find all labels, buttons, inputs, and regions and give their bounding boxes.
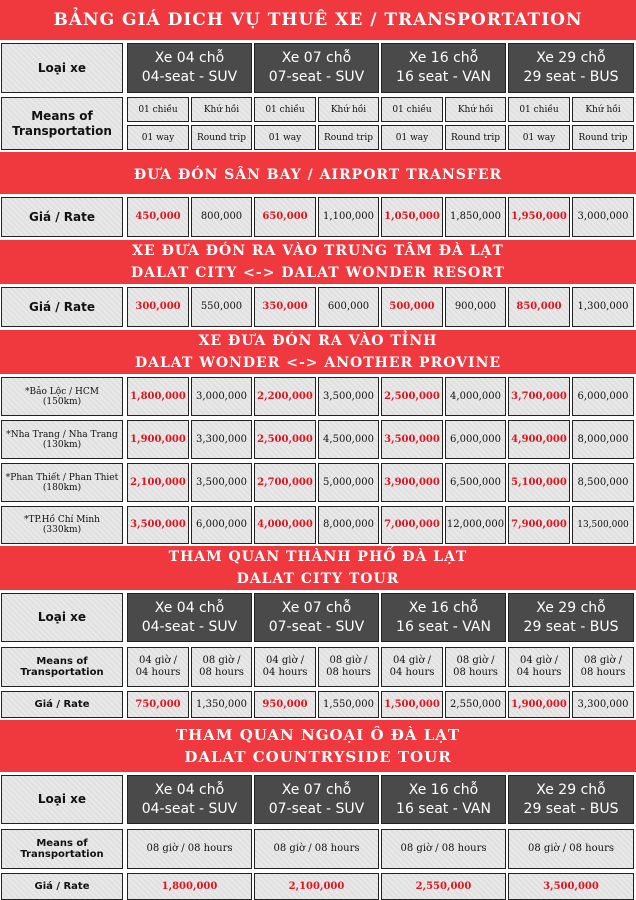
price-cell: 1,800,000	[127, 873, 252, 900]
rate-label: Giá / Rate	[1, 197, 123, 237]
city-tour-block	[0, 590, 636, 720]
price-cell: 1,800,000	[127, 377, 189, 416]
vehicle-type-label: Loại xe	[1, 43, 123, 93]
price-cell: 950,000	[254, 691, 316, 718]
price-cell: 1,350,000	[191, 691, 252, 718]
vehicle-29-seat	[508, 43, 634, 93]
price-cell: 8,500,000	[572, 463, 634, 502]
vehicle-type: 07-seat - SUV	[268, 618, 365, 635]
city-title-vi: XE ĐƯA ĐÓN RA VÀO TRUNG TÂM ĐÀ LẠT	[132, 243, 504, 259]
duration-cell	[191, 647, 252, 687]
means-label: Means of Transportation	[1, 829, 123, 869]
airport-title-text: ĐƯA ĐÓN SÂN BAY / AIRPORT TRANSFER	[133, 167, 503, 183]
price-cell: 1,850,000	[445, 197, 506, 237]
price-cell: 600,000	[318, 287, 379, 327]
route-label	[1, 506, 123, 544]
price-cell: 850,000	[508, 287, 570, 327]
trip-one-way-vi: 01 chiều	[254, 97, 316, 122]
duration-vi: 08 giờ /	[583, 655, 623, 666]
route-distance: (150km)	[42, 396, 82, 407]
city-title-en: DALAT CITY <-> DALAT WONDER RESORT	[130, 265, 506, 281]
airport-section-title	[0, 156, 636, 194]
price-cell: 450,000	[127, 197, 189, 237]
vehicle-name: Xe 29 chỗ	[536, 599, 606, 616]
countryside-block	[0, 772, 636, 900]
vehicle-name: Xe 16 chỗ	[408, 781, 479, 798]
page-title-text: BẢNG GIÁ DICH VỤ THUÊ XE / TRANSPORTATION	[53, 10, 583, 30]
price-cell: 300,000	[127, 287, 189, 327]
duration-en: 04 hours	[135, 667, 181, 678]
province-title-en: DALAT WONDER <-> ANOTHER PROVINE	[134, 355, 502, 371]
route-label	[1, 463, 123, 502]
vehicle-07-seat	[254, 775, 379, 824]
price-cell: 1,900,000	[508, 691, 570, 718]
price-cell: 3,500,000	[127, 506, 189, 544]
vehicle-type-label: Loại xe	[1, 593, 123, 642]
vehicle-04-seat	[127, 43, 252, 93]
price-cell: 4,900,000	[508, 420, 570, 459]
duration-cell	[445, 647, 506, 687]
price-cell: 2,500,000	[254, 420, 316, 459]
vehicle-type: 16 seat - VAN	[396, 69, 491, 85]
duration-cell	[572, 647, 634, 687]
duration-en: 04 hours	[516, 667, 562, 678]
vehicle-16-seat	[381, 775, 506, 824]
means-label: Means of Transportation	[1, 97, 123, 150]
route-name: *Bảo Lộc / HCM	[25, 386, 99, 397]
duration-en: 04 hours	[389, 667, 435, 678]
price-cell: 3,500,000	[191, 463, 252, 502]
duration-en: 04 hours	[262, 667, 308, 678]
duration-en: 08 hours	[580, 667, 626, 678]
duration-vi: 04 giờ /	[265, 655, 305, 666]
province-title-vi: XE ĐƯA ĐÓN RA VÀO TỈNH	[198, 333, 438, 349]
trip-one-way-vi: 01 chiều	[381, 97, 443, 122]
price-cell: 500,000	[381, 287, 443, 327]
route-distance: (130km)	[42, 439, 82, 450]
vehicle-16-seat	[381, 593, 506, 642]
city-rates	[0, 284, 636, 330]
trip-round-en: Round trip	[572, 125, 634, 150]
vehicle-type: 04-seat - SUV	[141, 618, 238, 635]
price-cell: 1,050,000	[381, 197, 443, 237]
price-cell: 3,000,000	[191, 377, 252, 416]
vehicle-name: Xe 04 chỗ	[154, 599, 225, 616]
price-cell: 2,550,000	[445, 691, 506, 718]
vehicle-16-seat	[381, 43, 506, 93]
route-distance: (180km)	[42, 482, 82, 493]
price-cell: 6,000,000	[191, 506, 252, 544]
trip-one-way-en: 01 way	[254, 125, 316, 150]
price-cell: 3,500,000	[381, 420, 443, 459]
duration-cell	[254, 647, 316, 687]
price-cell: 1,900,000	[127, 420, 189, 459]
duration-vi: 04 giờ /	[519, 655, 559, 666]
price-cell: 12,000,000	[445, 506, 506, 544]
trip-round-vi: Khứ hồi	[445, 97, 506, 122]
price-cell: 800,000	[191, 197, 252, 237]
price-cell: 2,550,000	[381, 873, 506, 900]
vehicle-type-label: Loại xe	[1, 775, 123, 824]
duration-cell	[381, 647, 443, 687]
price-cell: 13,500,000	[572, 506, 634, 544]
countryside-title-en: DALAT COUNTRYSIDE TOUR	[184, 748, 452, 766]
price-cell: 2,100,000	[254, 873, 379, 900]
price-cell: 3,000,000	[572, 197, 634, 237]
price-cell: 3,700,000	[508, 377, 570, 416]
duration-cell: 08 giờ / 08 hours	[508, 829, 634, 869]
vehicle-header-block	[0, 40, 636, 152]
duration-vi: 08 giờ /	[202, 655, 241, 666]
vehicle-type: 16 seat - VAN	[396, 800, 491, 817]
vehicle-type: 29 seat - BUS	[523, 618, 619, 635]
route-label	[1, 377, 123, 416]
city-section-title	[0, 240, 636, 284]
price-cell: 6,000,000	[572, 377, 634, 416]
trip-one-way-en: 01 way	[381, 125, 443, 150]
trip-round-vi: Khứ hồi	[191, 97, 252, 122]
price-cell: 1,300,000	[572, 287, 634, 327]
city-tour-section-title	[0, 546, 636, 590]
price-cell: 3,900,000	[381, 463, 443, 502]
trip-round-vi: Khứ hồi	[572, 97, 634, 122]
price-cell: 900,000	[445, 287, 506, 327]
route-name: *Phan Thiết / Phan Thiet	[5, 472, 119, 483]
price-cell: 2,100,000	[127, 463, 189, 502]
vehicle-type: 29 seat - BUS	[523, 69, 619, 85]
vehicle-29-seat	[508, 593, 634, 642]
duration-vi: 08 giờ /	[456, 655, 495, 666]
vehicle-name: Xe 29 chỗ	[536, 50, 606, 66]
route-name: *TP.Hồ Chí Minh	[24, 515, 100, 525]
vehicle-07-seat	[254, 593, 379, 642]
duration-cell: 08 giờ / 08 hours	[127, 829, 252, 869]
rate-label: Giá / Rate	[1, 691, 123, 718]
duration-en: 08 hours	[199, 667, 244, 678]
vehicle-name: Xe 07 chỗ	[281, 50, 352, 66]
price-cell: 4,500,000	[318, 420, 379, 459]
page-title	[0, 0, 636, 40]
price-cell: 5,000,000	[318, 463, 379, 502]
vehicle-name: Xe 16 chỗ	[408, 50, 479, 66]
vehicle-name: Xe 04 chỗ	[154, 781, 225, 798]
price-cell: 4,000,000	[254, 506, 316, 544]
price-cell: 1,550,000	[318, 691, 379, 718]
trip-round-en: Round trip	[318, 125, 379, 150]
vehicle-04-seat	[127, 775, 252, 824]
price-cell: 6,000,000	[445, 420, 506, 459]
countryside-title-vi: THAM QUAN NGOẠI Ô ĐÀ LẠT	[175, 726, 461, 744]
vehicle-07-seat	[254, 43, 379, 93]
price-cell: 7,900,000	[508, 506, 570, 544]
price-cell: 650,000	[254, 197, 316, 237]
trip-one-way-vi: 01 chiều	[508, 97, 570, 122]
trip-one-way-en: 01 way	[127, 125, 189, 150]
duration-cell	[318, 647, 379, 687]
vehicle-name: Xe 16 chỗ	[408, 599, 479, 616]
price-cell: 2,200,000	[254, 377, 316, 416]
vehicle-type: 29 seat - BUS	[523, 800, 619, 817]
trip-one-way-vi: 01 chiều	[127, 97, 189, 122]
route-name: *Nha Trang / Nha Trang	[6, 429, 118, 440]
city-tour-title-vi: THAM QUAN THÀNH PHỐ ĐÀ LẠT	[168, 549, 468, 565]
countryside-section-title	[0, 720, 636, 772]
vehicle-29-seat	[508, 775, 634, 824]
duration-cell	[508, 647, 570, 687]
price-cell: 2,500,000	[381, 377, 443, 416]
airport-rates	[0, 194, 636, 240]
price-cell: 4,000,000	[445, 377, 506, 416]
province-rates	[0, 374, 636, 546]
means-label: Means of Transportation	[1, 647, 123, 687]
vehicle-name: Xe 07 chỗ	[281, 599, 352, 616]
price-cell: 7,000,000	[381, 506, 443, 544]
vehicle-type: 07-seat - SUV	[268, 800, 365, 817]
price-cell: 6,500,000	[445, 463, 506, 502]
route-label	[1, 420, 123, 459]
duration-cell	[127, 647, 189, 687]
price-cell: 350,000	[254, 287, 316, 327]
price-cell: 3,300,000	[572, 691, 634, 718]
vehicle-type: 04-seat - SUV	[141, 800, 238, 817]
route-distance: (330km)	[42, 525, 82, 535]
city-tour-title-en: DALAT CITY TOUR	[236, 571, 400, 587]
duration-vi: 04 giờ /	[138, 655, 178, 666]
price-cell: 750,000	[127, 691, 189, 718]
price-cell: 1,500,000	[381, 691, 443, 718]
vehicle-type: 04-seat - SUV	[141, 69, 238, 85]
trip-round-en: Round trip	[191, 125, 252, 150]
price-cell: 3,500,000	[508, 873, 634, 900]
duration-vi: 08 giờ /	[329, 655, 368, 666]
trip-round-en: Round trip	[445, 125, 506, 150]
duration-cell: 08 giờ / 08 hours	[254, 829, 379, 869]
vehicle-04-seat	[127, 593, 252, 642]
vehicle-type: 07-seat - SUV	[268, 69, 365, 85]
price-cell: 3,500,000	[318, 377, 379, 416]
duration-cell: 08 giờ / 08 hours	[381, 829, 506, 869]
duration-vi: 04 giờ /	[392, 655, 432, 666]
price-cell: 1,100,000	[318, 197, 379, 237]
rate-label: Giá / Rate	[1, 873, 123, 900]
vehicle-type: 16 seat - VAN	[396, 618, 491, 635]
trip-one-way-en: 01 way	[508, 125, 570, 150]
vehicle-name: Xe 07 chỗ	[281, 781, 352, 798]
price-cell: 8,000,000	[318, 506, 379, 544]
rate-label: Giá / Rate	[1, 287, 123, 327]
trip-round-vi: Khứ hồi	[318, 97, 379, 122]
province-section-title	[0, 330, 636, 374]
price-cell: 2,700,000	[254, 463, 316, 502]
price-cell: 550,000	[191, 287, 252, 327]
vehicle-name: Xe 04 chỗ	[154, 50, 225, 66]
price-cell: 5,100,000	[508, 463, 570, 502]
price-cell: 1,950,000	[508, 197, 570, 237]
price-cell: 3,300,000	[191, 420, 252, 459]
vehicle-name: Xe 29 chỗ	[536, 781, 606, 798]
duration-en: 08 hours	[453, 667, 498, 678]
duration-en: 08 hours	[326, 667, 371, 678]
price-cell: 8,000,000	[572, 420, 634, 459]
